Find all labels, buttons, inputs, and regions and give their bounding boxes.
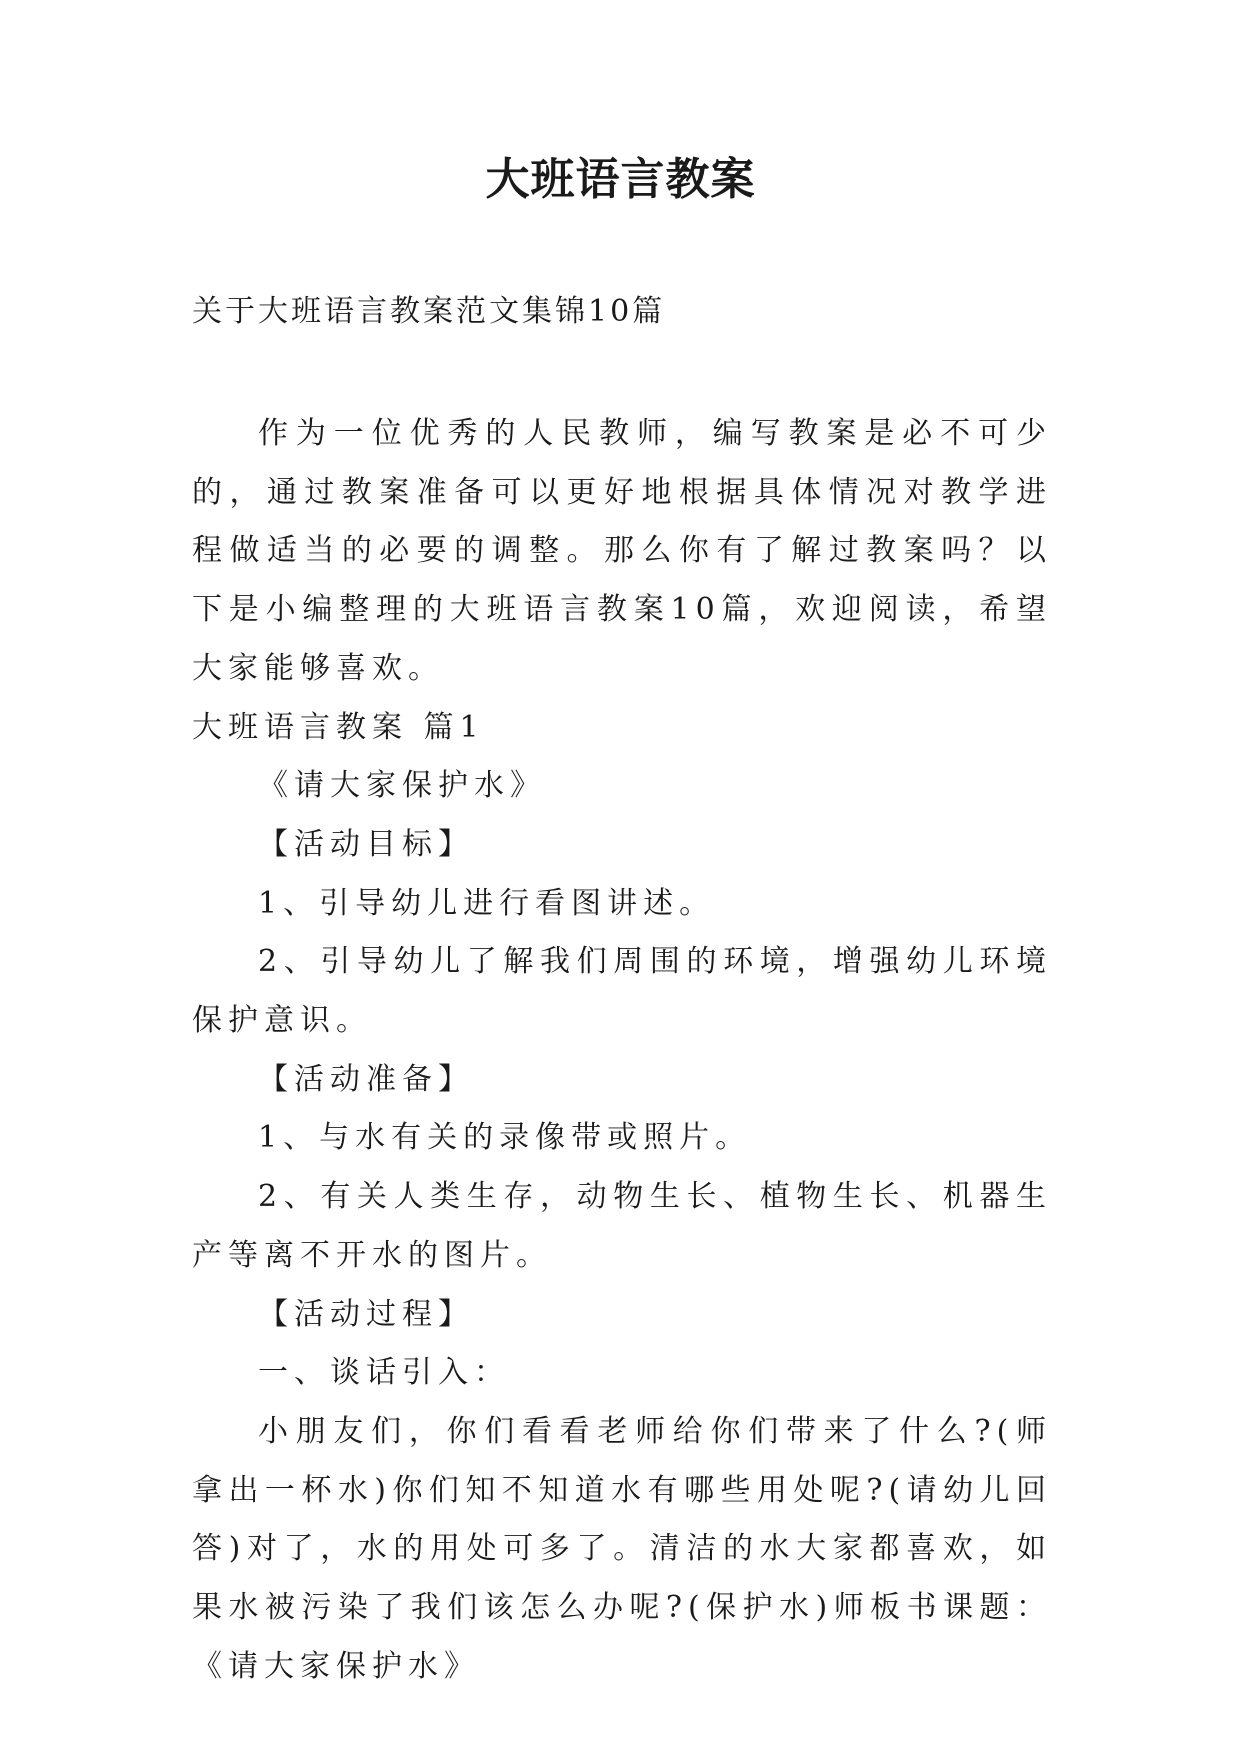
preparation-item: 1、与水有关的录像带或照片。 — [258, 1120, 752, 1156]
process-step-heading: 一、谈话引入： — [258, 1355, 510, 1391]
preparation-item: 2、有关人类生存，动物生长、植物生长、机器生产等离不开水的图片。 — [192, 1179, 1052, 1273]
lesson-title: 《请大家保护水》 — [258, 768, 546, 804]
activity-preparation-heading: 【活动准备】 — [258, 1061, 474, 1097]
document-body — [192, 405, 1052, 1696]
body-paragraph: 小朋友们，你们看看老师给你们带来了什么?(师拿出一杯水)你们知不知道水有哪些用处呢?(请幼儿回答)对了，水的用处可多了。清洁的水大家都喜欢，如果水被污染了我们该怎么办呢?(保护水)师板书课题：《请大家保护水》 — [192, 1413, 1052, 1684]
section-heading: 大班语言教案 篇1 — [192, 709, 485, 745]
intro-paragraph: 作为一位优秀的人民教师，编写教案是必不可少的，通过教案准备可以更好地根据具体情况对教学进程做适当的必要的调整。那么你有了解过教案吗？以下是小编整理的大班语言教案10篇，欢迎阅读，希望大家能够喜欢。 — [192, 416, 1052, 686]
document-title: 大班语言教案 — [485, 154, 756, 205]
document-subtitle: 关于大班语言教案范文集锦10篇 — [192, 294, 666, 329]
activity-process-heading: 【活动过程】 — [258, 1296, 474, 1332]
activity-goals-heading: 【活动目标】 — [258, 826, 474, 862]
goal-item: 1、引导幼儿进行看图讲述。 — [258, 885, 716, 921]
goal-item: 2、引导幼儿了解我们周围的环境，增强幼儿环境保护意识。 — [192, 944, 1052, 1039]
